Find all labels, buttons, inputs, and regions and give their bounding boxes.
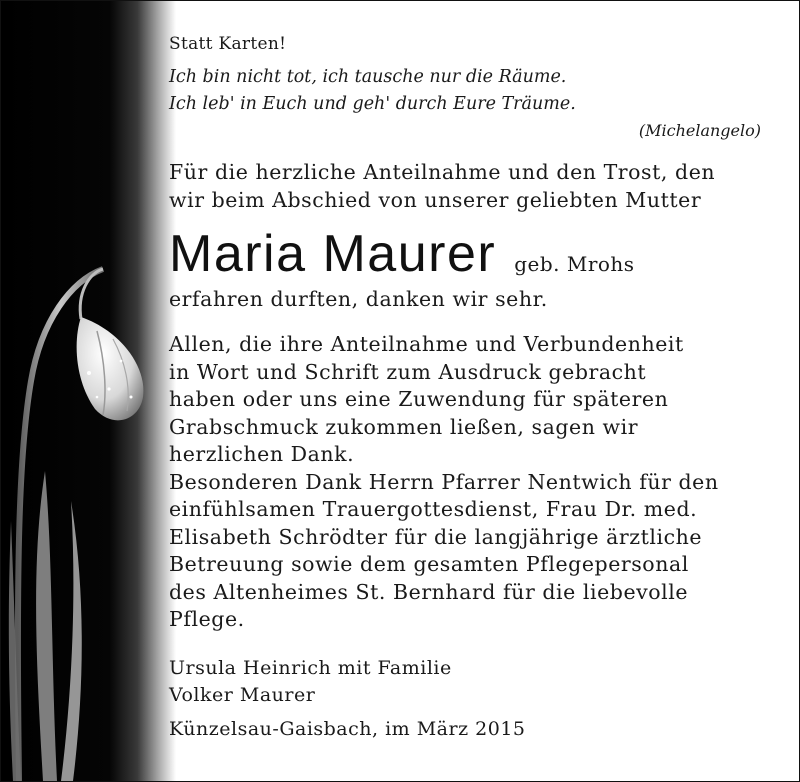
paragraph-line: Pflege. (169, 607, 245, 631)
paragraph-line: Besonderen Dank Herrn Pfarrer Nentwich für den (169, 469, 719, 494)
quote-attribution: (Michelangelo) (638, 121, 761, 140)
signature-line: Ursula Heinrich mit Familie (169, 657, 452, 679)
intro-line: Für die herzliche Anteilnahme und den Trost, den (169, 160, 716, 184)
intro-line: wir beim Abschied von unserer geliebten Mutter (169, 187, 702, 212)
paragraph-line: Elisabeth Schrödter für die langjährige ärztliche (169, 524, 703, 549)
signature-block (169, 655, 452, 709)
paragraph-line: haben oder uns eine Zuwendung für späteren (169, 387, 669, 411)
signature-line: Volker Maurer (169, 684, 316, 706)
quote-line: Ich bin nicht tot, ich tausche nur die Räume. (169, 67, 567, 87)
deceased-name: Maria Maurer (169, 225, 497, 283)
paragraph-line: einfühlsamen Trauergottesdienst, Frau Dr. med. (169, 497, 698, 521)
snowdrop-photo (1, 1, 176, 781)
deceased-name-row (169, 224, 635, 284)
paragraph-line: Grabschmuck zukommen ließen, sagen wir (169, 414, 639, 439)
snowdrop-flower-icon (1, 1, 176, 781)
place-date: Künzelsau-Gaisbach, im März 2015 (169, 718, 526, 740)
paragraph-line: in Wort und Schrift zum Ausdruck gebracht (169, 359, 647, 384)
paragraph-line: Betreuung sowie dem gesamten Pflegepersonal (169, 552, 689, 576)
thanks-line: erfahren durften, danken wir sehr. (169, 287, 548, 311)
quote-block (169, 64, 761, 144)
paragraph-line: des Altenheimes St. Bernhard für die liebevolle (169, 579, 689, 604)
maiden-name: geb. Mrohs (514, 252, 635, 276)
paragraph-line: Allen, die ihre Anteilnahme und Verbundenheit (169, 332, 684, 356)
paragraph-line: herzlichen Dank. (169, 442, 355, 466)
quote-line: Ich leb' in Euch und geh' durch Eure Träume. (169, 94, 576, 114)
acknowledgement-paragraph (169, 331, 719, 634)
intro-text (169, 159, 715, 214)
statt-karten-heading: Statt Karten! (169, 34, 287, 54)
